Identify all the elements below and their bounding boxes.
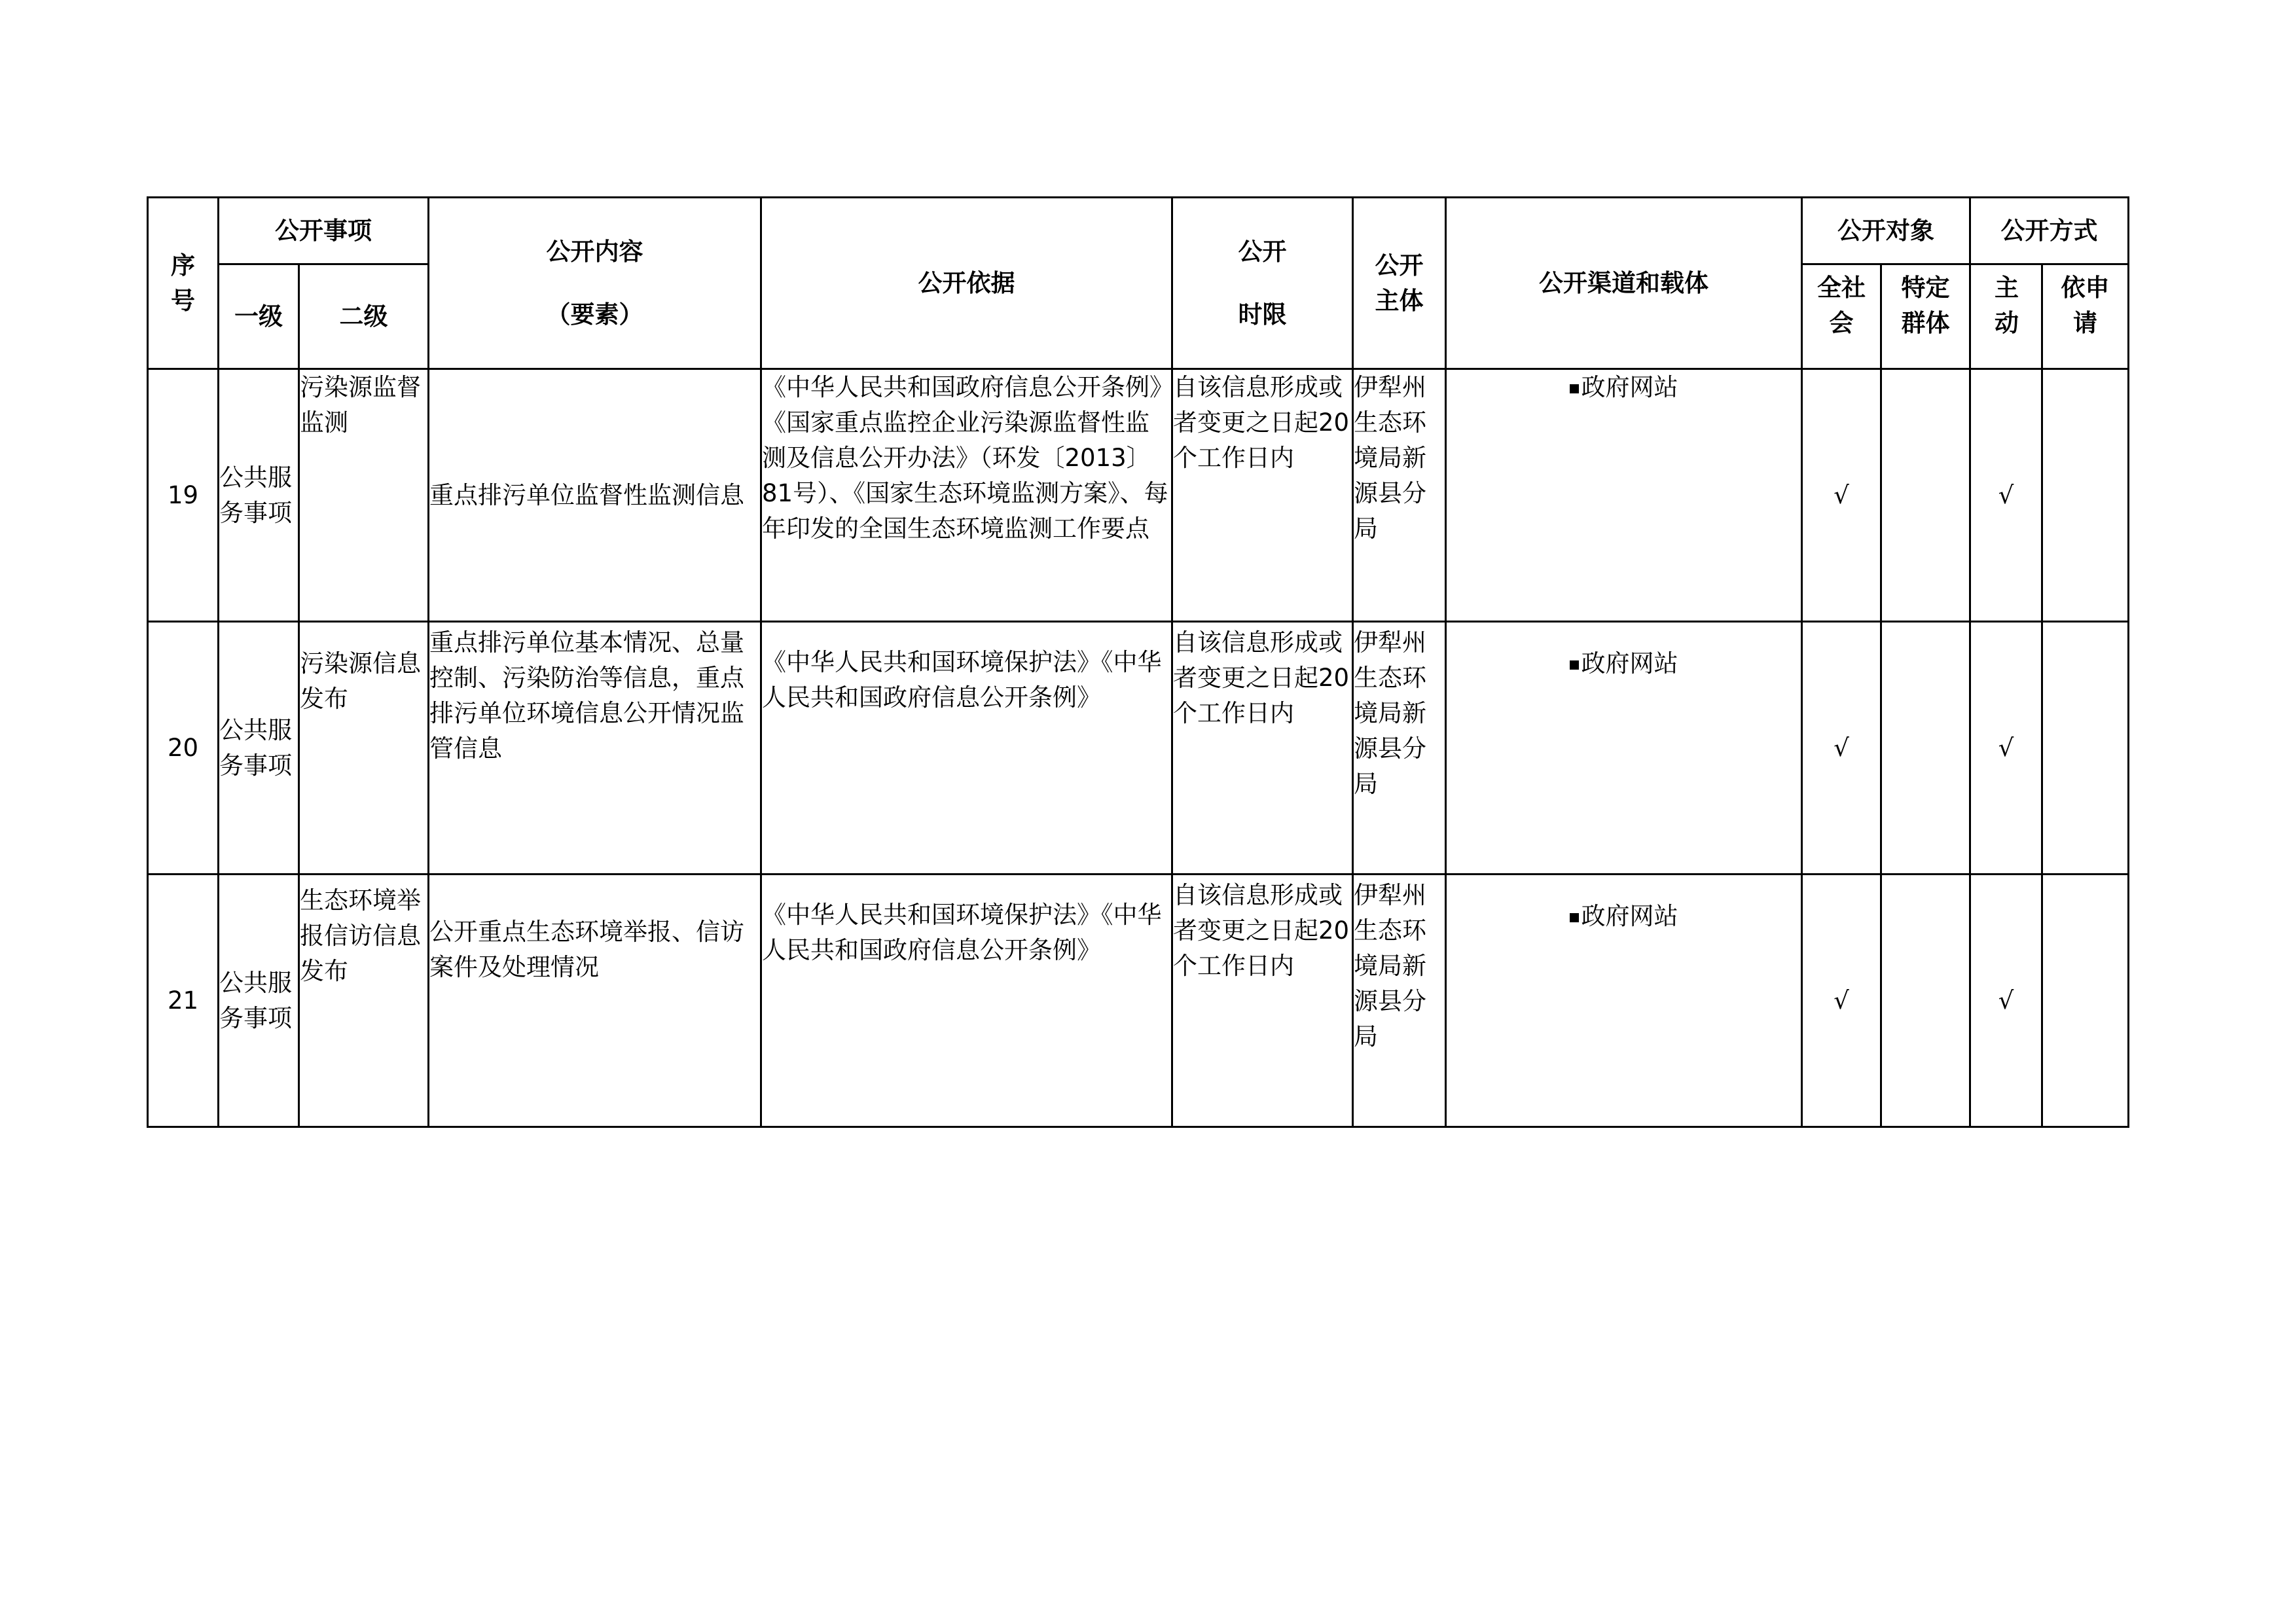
- header-time-limit: [1172, 198, 1353, 369]
- header-content: [429, 198, 761, 369]
- row-level2: 污染源监督监测: [299, 369, 429, 622]
- row-time-limit: 自该信息形成或者变更之日起20个工作日内: [1172, 369, 1353, 622]
- header-subject: [1353, 198, 1446, 369]
- row-time-limit: 自该信息形成或者变更之日起20 个工作日内: [1172, 622, 1353, 875]
- row-content: 重点排污单位基本情况、总量控制、污染防治等信息，重点排污单位环境信息公开情况监管信息: [429, 622, 761, 875]
- row-target-all: √: [1802, 369, 1881, 622]
- row-time-limit: 自该信息形成或者变更之日起20 个工作日内: [1172, 875, 1353, 1127]
- table-row: [148, 622, 2129, 875]
- table-header-row-top: [148, 198, 2129, 264]
- row-basis: 《中华人民共和国政府信息公开条例》《国家重点监控企业污染源监督性监测及信息公开办法》（环发〔2013〕81号）、《国家生态环境监测方案》、每年印发的全国生态环境监测工作要点: [761, 369, 1172, 622]
- row-target-specific: [1881, 369, 1970, 622]
- header-item-group: 公开事项: [219, 198, 429, 264]
- row-subject: 伊犁州生态环境局新源县分局: [1353, 622, 1446, 875]
- row-method-active: √: [1970, 875, 2042, 1127]
- header-method-request: 依申请: [2042, 264, 2129, 369]
- header-target-all: 全社会: [1802, 264, 1881, 369]
- row-channel: [1446, 369, 1802, 622]
- row-content: 公开重点生态环境举报、信访案件及处理情况: [429, 875, 761, 1127]
- row-level2: 污染源信息发布: [299, 622, 429, 875]
- row-target-specific: [1881, 622, 1970, 875]
- row-channel: [1446, 875, 1802, 1127]
- row-basis: 《中华人民共和国环境保护法》《中华人民共和国政府信息公开条例》: [761, 875, 1172, 1127]
- header-content-line2: （要素）: [546, 300, 643, 329]
- row-channel-label: 政府网站: [1581, 902, 1678, 930]
- row-seq: 21: [148, 875, 219, 1127]
- header-target-group: 公开对象: [1802, 198, 1970, 264]
- row-channel-label: 政府网站: [1581, 649, 1678, 677]
- row-method-request: [2042, 622, 2129, 875]
- row-level1: 公共服务事项: [219, 622, 299, 875]
- row-content: 重点排污单位监督性监测信息: [429, 369, 761, 622]
- row-basis: 《中华人民共和国环境保护法》《中华人民共和国政府信息公开条例》: [761, 622, 1172, 875]
- header-level2: 二级: [299, 264, 429, 369]
- square-bullet-icon: [1570, 660, 1579, 670]
- header-method-group: 公开方式: [1970, 198, 2129, 264]
- header-basis: 公开依据: [761, 198, 1172, 369]
- header-subject-line1: 公开: [1375, 251, 1424, 280]
- header-level1: 一级: [219, 264, 299, 369]
- header-time-line1: 公开: [1238, 237, 1287, 266]
- header-channel: 公开渠道和载体: [1446, 198, 1802, 369]
- header-target-specific: 特定群体: [1881, 264, 1970, 369]
- header-subject-line2: 主体: [1375, 286, 1424, 315]
- row-level1: 公共服务事项: [219, 369, 299, 622]
- header-method-active: 主动: [1970, 264, 2042, 369]
- square-bullet-icon: [1570, 913, 1579, 922]
- table-row: [148, 875, 2129, 1127]
- row-method-active: √: [1970, 369, 2042, 622]
- row-subject: 伊犁州生态环境局新源县分局: [1353, 875, 1446, 1127]
- row-method-request: [2042, 875, 2129, 1127]
- disclosure-table: [147, 196, 2129, 1128]
- row-channel-label: 政府网站: [1581, 373, 1678, 401]
- row-seq: 20: [148, 622, 219, 875]
- row-level2: 生态环境举报信访信息发布: [299, 875, 429, 1127]
- row-seq: 19: [148, 369, 219, 622]
- row-channel: [1446, 622, 1802, 875]
- row-method-active: √: [1970, 622, 2042, 875]
- header-seq: 序号: [148, 198, 219, 369]
- row-subject: 伊犁州生态环境局新源县分局: [1353, 369, 1446, 622]
- row-target-all: √: [1802, 875, 1881, 1127]
- table-row: [148, 369, 2129, 622]
- square-bullet-icon: [1570, 384, 1579, 393]
- row-method-request: [2042, 369, 2129, 622]
- header-content-line1: 公开内容: [546, 237, 643, 266]
- row-level1: 公共服务事项: [219, 875, 299, 1127]
- row-target-specific: [1881, 875, 1970, 1127]
- row-target-all: √: [1802, 622, 1881, 875]
- header-time-line2: 时限: [1238, 300, 1287, 329]
